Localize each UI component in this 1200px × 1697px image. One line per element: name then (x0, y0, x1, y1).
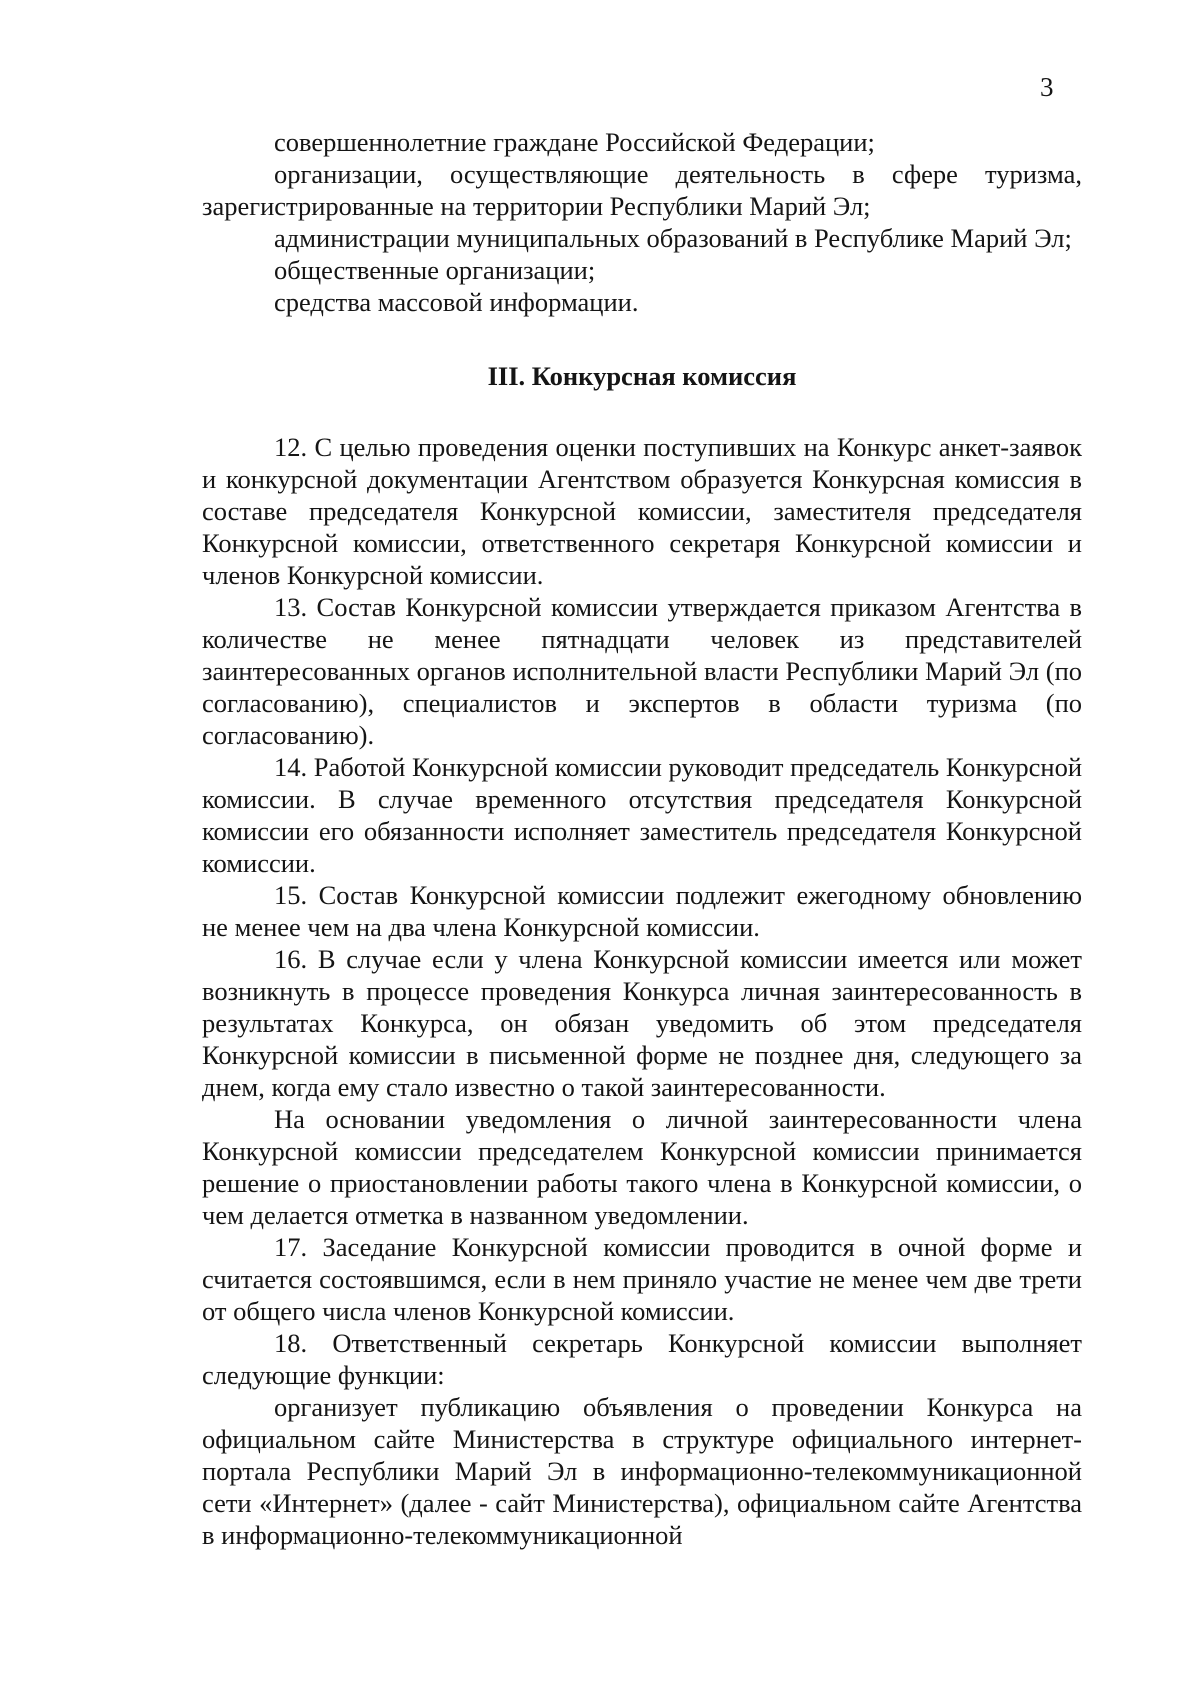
page-number: 3 (1040, 72, 1054, 102)
paragraph-16: 16. В случае если у члена Конкурсной комиссии имеется или может возникнуть в процессе проведения Конкурса личная заинтересованность в результатах Конкурса, он обязан уведомить об этом председателя Конкурсной комиссии в письменной форме не позднее дня, следующего за днем, когда ему стало известно о такой заинтересованности. (202, 944, 1082, 1102)
paragraph-14: 14. Работой Конкурсной комиссии руководит председатель Конкурсной комиссии. В случае временного отсутствия председателя Конкурсной комиссии его обязанности исполняет заместитель председателя Конкурсной комиссии. (202, 752, 1082, 878)
document-body (202, 126, 1082, 1551)
list-item: администрации муниципальных образований в Республике Марий Эл; (274, 223, 1072, 253)
paragraph-18-function-1: организует публикацию объявления о проведении Конкурса на официальном сайте Министерства в структуре официального интернет-портала Республики Марий Эл в информационно-телекоммуникационной сети «Интернет» (далее - сайт Министерства), официальном сайте Агентства в информационно-телекоммуникационной (202, 1392, 1082, 1550)
list-item: общественные организации; (274, 255, 596, 285)
paragraph-18: 18. Ответственный секретарь Конкурсной комиссии выполняет следующие функции: (202, 1328, 1082, 1390)
paragraph-17: 17. Заседание Конкурсной комиссии проводится в очной форме и считается состоявшимся, если в нем приняло участие не менее чем две трети от общего числа членов Конкурсной комиссии. (202, 1232, 1082, 1326)
paragraph-13: 13. Состав Конкурсной комиссии утверждается приказом Агентства в количестве не менее пятнадцати человек из представителей заинтересованных органов исполнительной власти Республики Марий Эл (по согласованию), специалистов и экспертов в области туризма (по согласованию). (202, 592, 1082, 750)
section-heading: III. Конкурсная комиссия (487, 361, 797, 391)
paragraph-15: 15. Состав Конкурсной комиссии подлежит ежегодному обновлению не менее чем на два члена Конкурсной комиссии. (202, 880, 1082, 942)
list-item: средства массовой информации. (274, 287, 639, 317)
paragraph-16-continuation: На основании уведомления о личной заинтересованности члена Конкурсной комиссии председателем Конкурсной комиссии принимается решение о приостановлении работы такого члена в Конкурсной комиссии, о чем делается отметка в названном уведомлении. (202, 1104, 1082, 1230)
paragraph-12: 12. С целью проведения оценки поступивших на Конкурс анкет-заявок и конкурсной документации Агентством образуется Конкурсная комиссия в составе председателя Конкурсной комиссии, заместителя председателя Конкурсной комиссии, ответственного секретаря Конкурсной комиссии и членов Конкурсной комиссии. (202, 432, 1082, 590)
list-item: совершеннолетние граждане Российской Федерации; (274, 127, 875, 157)
list-item: организации, осуществляющие деятельность в сфере туризма, зарегистрированные на территории Республики Марий Эл; (202, 159, 1082, 221)
